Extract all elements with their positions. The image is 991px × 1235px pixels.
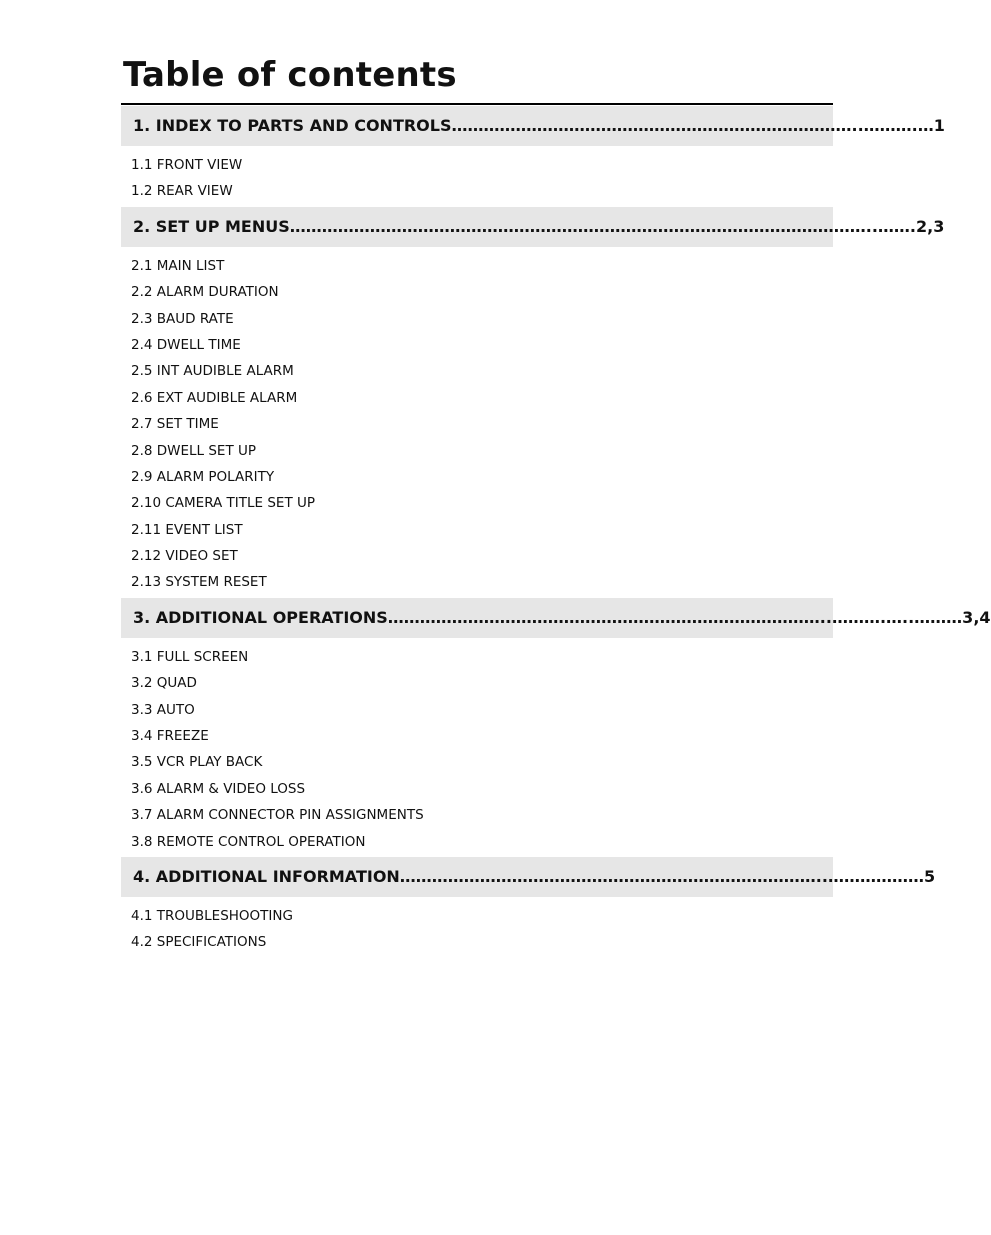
toc-entry[interactable]: 2.10 CAMERA TITLE SET UP xyxy=(131,495,316,512)
toc-entry[interactable]: 1.1 FRONT VIEW xyxy=(131,157,243,173)
toc-entry[interactable]: 3.6 ALARM & VIDEO LOSS xyxy=(131,780,306,797)
toc-entry[interactable]: 2.7 SET TIME xyxy=(131,416,219,433)
toc-entry[interactable]: 2.9 ALARM POLARITY xyxy=(131,468,275,485)
toc-entry[interactable]: 2.6 EXT AUDIBLE ALARM xyxy=(131,389,298,406)
toc-section-heading-4[interactable]: 4. ADDITIONAL INFORMATION……………………………………………………………………..………………5 xyxy=(121,857,833,897)
toc-entry[interactable]: 3.3 AUTO xyxy=(131,701,195,718)
toc-entry[interactable]: 2.1 MAIN LIST xyxy=(131,257,225,274)
toc-entry[interactable]: 3.1 FULL SCREEN xyxy=(131,648,249,665)
toc-entry[interactable]: 1.2 REAR VIEW xyxy=(131,183,233,200)
toc-entry[interactable]: 2.11 EVENT LIST xyxy=(131,521,243,538)
toc-section-heading-2[interactable]: 2. SET UP MENUS………………………………………………………………………………………………..…….2,3 xyxy=(121,207,833,247)
toc-entry[interactable]: 2.3 BAUD RATE xyxy=(131,310,234,327)
toc-entry[interactable]: 3.2 QUAD xyxy=(131,675,197,692)
toc-entry[interactable]: 3.4 FREEZE xyxy=(131,728,209,745)
toc-section-heading-3[interactable]: 3. ADDITIONAL OPERATIONS………………………………………………………………………..……….…..………3,4 xyxy=(121,598,833,638)
table-of-contents xyxy=(121,106,991,956)
toc-entry[interactable]: 2.2 ALARM DURATION xyxy=(131,284,279,301)
toc-entry[interactable]: 2.5 INT AUDIBLE ALARM xyxy=(131,363,294,380)
toc-entry[interactable]: 2.12 VIDEO SET xyxy=(131,548,238,565)
toc-entry[interactable]: 4.1 TROUBLESHOOTING xyxy=(131,907,293,924)
toc-entry[interactable]: 3.7 ALARM CONNECTOR PIN ASSIGNMENTS xyxy=(131,807,424,824)
toc-entry[interactable]: 3.5 VCR PLAY BACK xyxy=(131,754,263,771)
title-divider xyxy=(121,103,833,105)
toc-entry[interactable]: 2.13 SYSTEM RESET xyxy=(131,574,267,591)
page-title: Table of contents xyxy=(123,55,457,95)
toc-entry[interactable]: 2.4 DWELL TIME xyxy=(131,336,241,353)
toc-entry[interactable]: 4.2 SPECIFICATIONS xyxy=(131,934,267,951)
toc-entry[interactable]: 2.8 DWELL SET UP xyxy=(131,442,257,459)
toc-entry[interactable]: 3.8 REMOTE CONTROL OPERATION xyxy=(131,833,366,850)
toc-section-heading-1[interactable]: 1. INDEX TO PARTS AND CONTROLS…………………………………………………………………..……….…1 xyxy=(121,106,833,146)
